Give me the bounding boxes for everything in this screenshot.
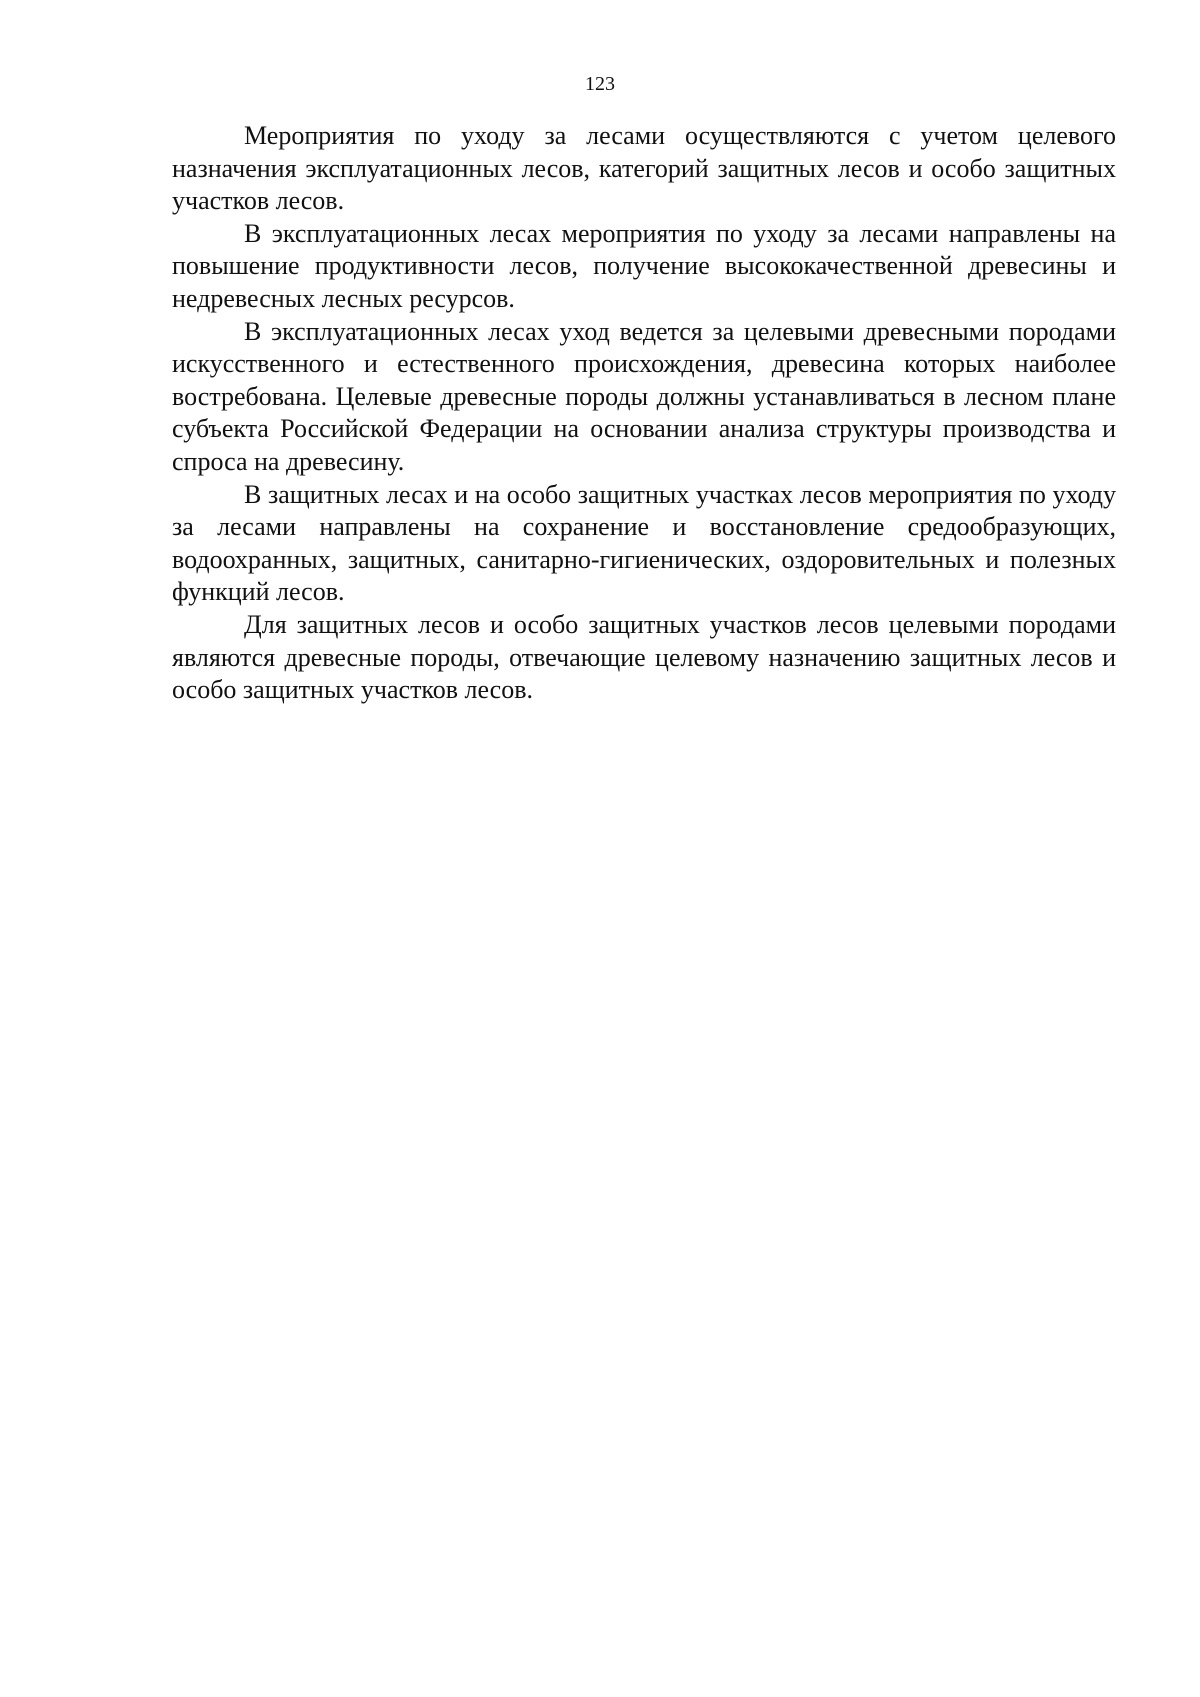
paragraph-1: Мероприятия по уходу за лесами осуществляются с учетом целевого назначения эксплуатационных лесов, категорий защитных лесов и особо защитных участков лесов. bbox=[172, 121, 1116, 216]
paragraph-3: В эксплуатационных лесах уход ведется за целевыми древесными породами искусственного и естественного происхождения, древесина которых наиболее востребована. Целевые древесные породы должны устанавливаться в лесном плане субъекта Российской Федерации на основании анализа структуры производства и спроса на древесину. bbox=[172, 316, 1116, 476]
page-number: 123 bbox=[585, 73, 615, 95]
paragraph-2: В эксплуатационных лесах мероприятия по уходу за лесами направлены на повышение продуктивности лесов, получение высококачественной древесины и недревесных лесных ресурсов. bbox=[172, 218, 1116, 313]
document-body bbox=[172, 120, 1116, 707]
paragraph-5: Для защитных лесов и особо защитных участков лесов целевыми породами являются древесные породы, отвечающие целевому назначению защитных лесов и особо защитных участков лесов. bbox=[172, 609, 1116, 705]
paragraph-4: В защитных лесах и на особо защитных участках лесов мероприятия по уходу за лесами направлены на сохранение и восстановление средообразующих, водоохранных, защитных, санитарно-гигиенических, оздоровительных и полезных функций лесов. bbox=[172, 479, 1116, 607]
